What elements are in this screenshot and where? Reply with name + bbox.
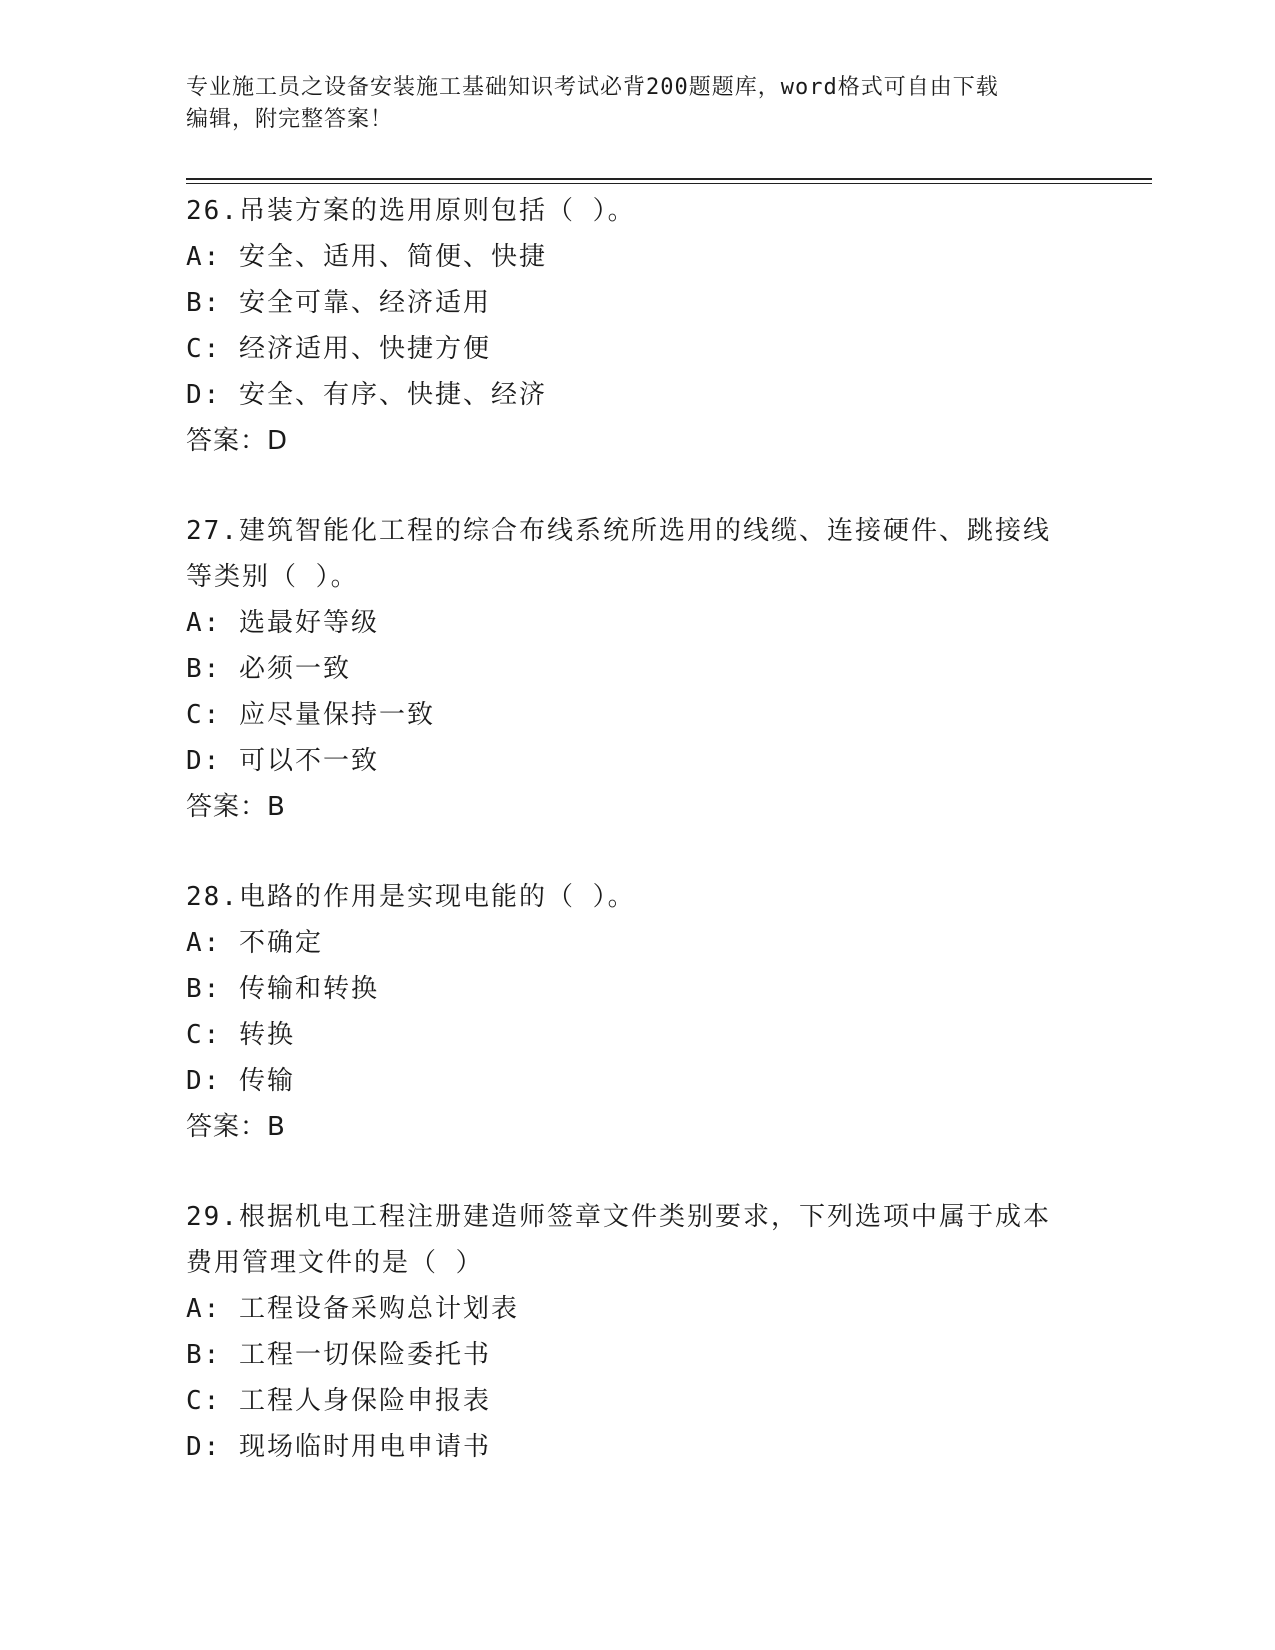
- question-stem: 26.吊装方案的选用原则包括（ ）。: [186, 196, 636, 226]
- question-stem-continued: 等类别（ ）。: [186, 562, 359, 592]
- option-d: D: 可以不一致: [186, 746, 379, 776]
- header-divider-thin: [186, 183, 1152, 184]
- question-stem: 28.电路的作用是实现电能的（ ）。: [186, 882, 636, 912]
- document-header: [186, 72, 1066, 136]
- option-d: D: 安全、有序、快捷、经济: [186, 380, 547, 410]
- option-a: A: 选最好等级: [186, 608, 379, 638]
- option-a: A: 工程设备采购总计划表: [186, 1294, 519, 1324]
- answer-label: 答案：B: [186, 792, 286, 822]
- header-line-2: 编辑，附完整答案！: [186, 107, 394, 132]
- option-b: B: 安全可靠、经济适用: [186, 288, 491, 318]
- answer-label: 答案：B: [186, 1112, 286, 1142]
- question-stem-continued: 费用管理文件的是（ ）: [186, 1248, 484, 1278]
- header-line-1: 专业施工员之设备安装施工基础知识考试必背200题题库，word格式可自由下载: [186, 75, 999, 100]
- question-27: [186, 508, 1086, 830]
- option-a: A: 不确定: [186, 928, 323, 958]
- question-26: [186, 188, 1086, 464]
- question-stem: 27.建筑智能化工程的综合布线系统所选用的线缆、连接硬件、跳接线: [186, 516, 1051, 546]
- option-d: D: 传输: [186, 1066, 295, 1096]
- option-d: D: 现场临时用电申请书: [186, 1432, 491, 1462]
- header-divider-thick: [186, 178, 1152, 180]
- option-c: C: 转换: [186, 1020, 295, 1050]
- question-29: [186, 1194, 1086, 1470]
- answer-label: 答案：D: [186, 426, 289, 456]
- option-b: B: 必须一致: [186, 654, 351, 684]
- option-b: B: 传输和转换: [186, 974, 379, 1004]
- option-a: A: 安全、适用、简便、快捷: [186, 242, 547, 272]
- question-stem: 29.根据机电工程注册建造师签章文件类别要求，下列选项中属于成本: [186, 1202, 1051, 1232]
- option-b: B: 工程一切保险委托书: [186, 1340, 491, 1370]
- option-c: C: 经济适用、快捷方便: [186, 334, 491, 364]
- option-c: C: 工程人身保险申报表: [186, 1386, 491, 1416]
- question-28: [186, 874, 1086, 1150]
- option-c: C: 应尽量保持一致: [186, 700, 435, 730]
